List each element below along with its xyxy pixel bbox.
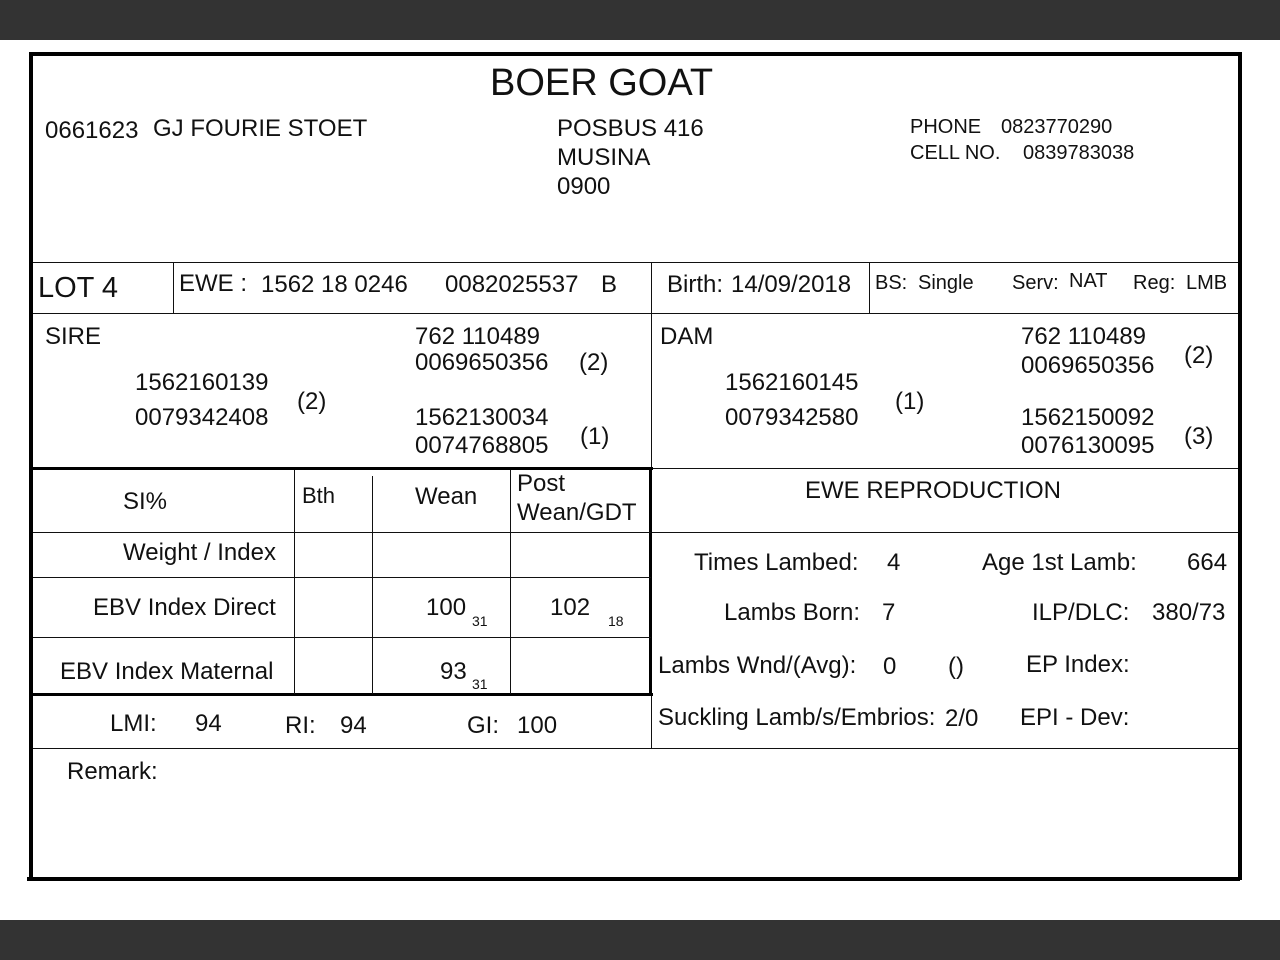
- card-border-bottom: [27, 877, 1240, 881]
- post-header-line-1: Post: [517, 470, 566, 497]
- ilp-dlc-value: 380/73: [1152, 599, 1226, 626]
- lambs-born-label: Lambs Born:: [724, 599, 861, 626]
- ebv-maternal-wean: 93: [440, 658, 467, 685]
- wean-header: Wean: [415, 483, 478, 510]
- ewe-id: 0082025537: [445, 271, 579, 298]
- sire-grade: (2): [297, 388, 327, 415]
- ilp-dlc-label: ILP/DLC:: [1032, 599, 1130, 626]
- lambs-weaned-value: 0: [883, 653, 897, 680]
- dam-dam-grade: (3): [1184, 423, 1214, 450]
- ewe-label: EWE :: [179, 270, 248, 297]
- reg-label: Reg:: [1133, 272, 1176, 294]
- si-col-line-2: [372, 476, 373, 694]
- divider-indices: [33, 748, 1238, 749]
- si-row-line-2: [33, 577, 651, 578]
- reg-value: LMB: [1186, 272, 1228, 294]
- cell-number: 0839783038: [1023, 142, 1135, 164]
- sire-sire-id-2: 0069650356: [415, 349, 549, 376]
- sire-id-1: 1562160139: [135, 369, 269, 396]
- reproduction-title: EWE REPRODUCTION: [805, 477, 1062, 504]
- birth-date: 14/09/2018: [731, 271, 852, 298]
- sire-sire-grade: (2): [579, 349, 609, 376]
- dam-dam-id-2: 0076130095: [1021, 432, 1155, 459]
- remark-label: Remark:: [67, 758, 158, 785]
- divider-repro-title: [651, 532, 1238, 533]
- ewe-grade: B: [601, 271, 618, 298]
- birth-label: Birth:: [667, 271, 724, 298]
- lmi-value: 94: [195, 710, 222, 737]
- sire-dam-id-2: 0074768805: [415, 432, 549, 459]
- card-border-top: [29, 52, 1242, 56]
- sire-label: SIRE: [45, 323, 102, 350]
- epi-dev-label: EPI - Dev:: [1020, 704, 1130, 731]
- ebv-direct-wean-sub: 31: [472, 613, 488, 629]
- ri-value: 94: [340, 712, 367, 739]
- serv-value: NAT: [1069, 270, 1108, 292]
- gi-label: GI:: [467, 712, 500, 739]
- si-row-line-3: [33, 637, 651, 638]
- breeder-name: GJ FOURIE STOET: [153, 115, 368, 142]
- age-first-lamb-value: 664: [1187, 549, 1228, 576]
- ebv-maternal-wean-sub: 31: [472, 676, 488, 692]
- serv-label: Serv:: [1012, 272, 1059, 294]
- lambs-weaned-avg: (): [948, 653, 964, 680]
- ri-label: RI:: [285, 712, 316, 739]
- address-line-3: 0900: [557, 173, 611, 200]
- gi-value: 100: [517, 712, 558, 739]
- post-header-line-2: Wean/GDT: [517, 499, 637, 526]
- row-ebv-maternal-label: EBV Index Maternal: [60, 658, 274, 685]
- divider-pedigree: [651, 468, 1238, 469]
- dam-id-1: 1562160145: [725, 369, 859, 396]
- phone-number: 0823770290: [1001, 116, 1113, 138]
- dam-grade: (1): [895, 388, 925, 415]
- bs-label: BS:: [875, 272, 908, 294]
- lot-label: LOT 4: [38, 272, 119, 304]
- lot-separator-3: [869, 263, 870, 313]
- phone-label: PHONE: [910, 116, 982, 138]
- card-title: BOER GOAT: [490, 62, 714, 104]
- dam-dam-id-1: 1562150092: [1021, 404, 1155, 431]
- ebv-direct-wean: 100: [426, 594, 467, 621]
- lambs-born-value: 7: [882, 599, 896, 626]
- lambs-weaned-label: Lambs Wnd/(Avg):: [658, 652, 857, 679]
- sire-sire-id-1: 762 110489: [415, 323, 541, 350]
- bth-header: Bth: [302, 483, 336, 508]
- divider-header: [33, 262, 1238, 263]
- sire-dam-grade: (1): [580, 423, 610, 450]
- age-first-lamb-label: Age 1st Lamb:: [982, 549, 1137, 576]
- dam-label: DAM: [660, 323, 714, 350]
- divider-lot: [33, 313, 1238, 314]
- dam-sire-grade: (2): [1184, 342, 1214, 369]
- dam-sire-id-2: 0069650356: [1021, 352, 1155, 379]
- sire-id-2: 0079342408: [135, 404, 269, 431]
- card-border-right: [1238, 52, 1242, 880]
- times-lambed-value: 4: [887, 549, 901, 576]
- lmi-label: LMI:: [110, 710, 157, 737]
- si-table-border-bottom: [33, 693, 653, 696]
- ep-index-label: EP Index:: [1026, 651, 1130, 678]
- cell-label: CELL NO.: [910, 142, 1001, 164]
- dam-id-2: 0079342580: [725, 404, 859, 431]
- times-lambed-label: Times Lambed:: [694, 549, 859, 576]
- suckling-label: Suckling Lamb/s/Embrios:: [658, 704, 936, 731]
- lot-separator-1: [173, 263, 174, 313]
- sire-dam-id-1: 1562130034: [415, 404, 549, 431]
- suckling-value: 2/0: [945, 705, 979, 732]
- card-border-left: [29, 52, 33, 880]
- address-line-1: POSBUS 416: [557, 115, 704, 142]
- ewe-number: 1562 18 0246: [261, 271, 408, 298]
- ebv-direct-post-sub: 18: [608, 613, 624, 629]
- bs-value: Single: [918, 272, 974, 294]
- lot-separator-2: [651, 263, 652, 313]
- dam-sire-id-1: 762 110489: [1021, 323, 1147, 350]
- si-col-line-3: [510, 470, 511, 694]
- row-ebv-direct-label: EBV Index Direct: [93, 594, 276, 621]
- ebv-direct-post: 102: [550, 594, 591, 621]
- si-header: SI%: [123, 488, 168, 515]
- si-col-line-1: [294, 470, 295, 694]
- address-line-2: MUSINA: [557, 144, 651, 171]
- breeder-id: 0661623: [45, 117, 139, 144]
- si-row-line-1: [33, 532, 651, 533]
- row-weight-index-label: Weight / Index: [123, 539, 276, 566]
- si-table-border-right: [649, 467, 652, 696]
